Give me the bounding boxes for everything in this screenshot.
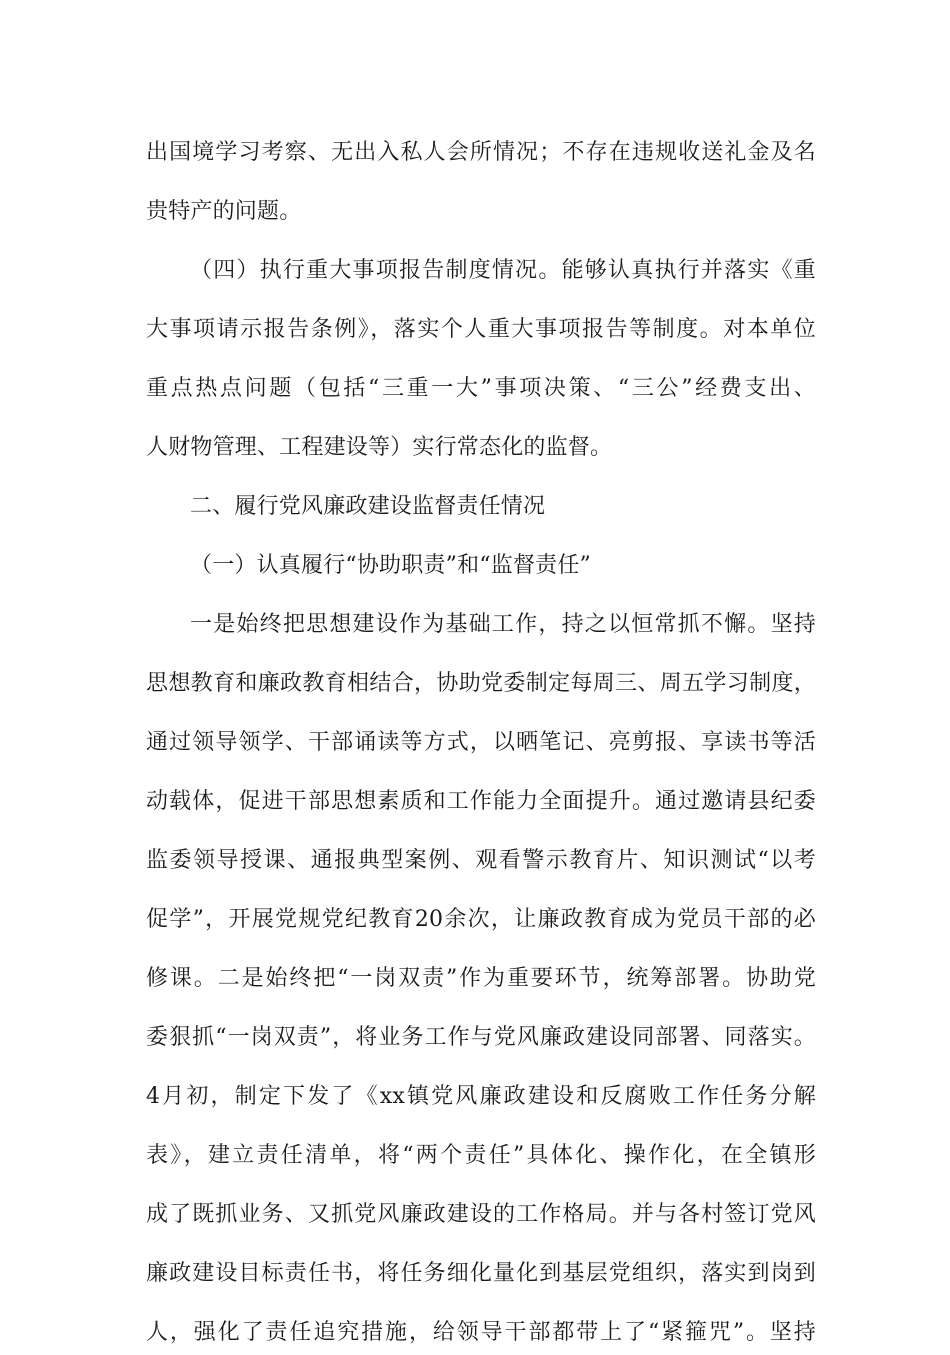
text-line: 人财物管理、工程建设等）实行常态化的监督。: [146, 435, 613, 460]
text-line: 思想教育和廉政教育相结合，协助党委制定每周三、周五学习制度，: [146, 671, 816, 696]
text-line: （四）执行重大事项报告制度情况。能够认真执行并落实《重: [190, 258, 816, 283]
text-line: 贵特产的问题。: [146, 199, 302, 224]
text-line: 出国境学习考察、无出入私人会所情况；不存在违规收送礼金及名: [146, 140, 816, 165]
section-heading: 二、履行党风廉政建设监督责任情况: [190, 494, 546, 519]
text-line: 一是始终把思想建设作为基础工作，持之以恒常抓不懈。坚持: [190, 612, 816, 637]
subsection-heading: （一）认真履行“协助职责”和“监督责任”: [190, 553, 591, 578]
text-line: 重点热点问题（包括“三重一大”事项决策、“三公”经费支出、: [146, 376, 816, 401]
text-line: 大事项请示报告条例》，落实个人重大事项报告等制度。对本单位: [146, 317, 816, 342]
text-line: 4月初，制定下发了《xx镇党风廉政建设和反腐败工作任务分解: [146, 1084, 816, 1109]
text-line: 通过领导领学、干部诵读等方式，以晒笔记、亮剪报、享读书等活: [146, 730, 816, 755]
text-line: 廉政建设目标责任书，将任务细化量化到基层党组织，落实到岗到: [146, 1261, 816, 1286]
text-line: 促学”，开展党规党纪教育20余次，让廉政教育成为党员干部的必: [146, 907, 816, 932]
text-line: 监委领导授课、通报典型案例、观看警示教育片、知识测试“以考: [146, 848, 816, 873]
document-body: [146, 131, 816, 1355]
text-line: 动载体，促进干部思想素质和工作能力全面提升。通过邀请县纪委: [146, 789, 816, 814]
text-line: 委狠抓“一岗双责”，将业务工作与党风廉政建设同部署、同落实。: [146, 1025, 816, 1050]
text-line: 修课。二是始终把“一岗双责”作为重要环节，统筹部署。协助党: [146, 966, 816, 991]
text-line: 人，强化了责任追究措施，给领导干部都带上了“紧箍咒”。坚持: [146, 1320, 816, 1345]
text-line: 成了既抓业务、又抓党风廉政建设的工作格局。并与各村签订党风: [146, 1202, 816, 1227]
text-line: 表》，建立责任清单，将“两个责任”具体化、操作化，在全镇形: [146, 1143, 816, 1168]
